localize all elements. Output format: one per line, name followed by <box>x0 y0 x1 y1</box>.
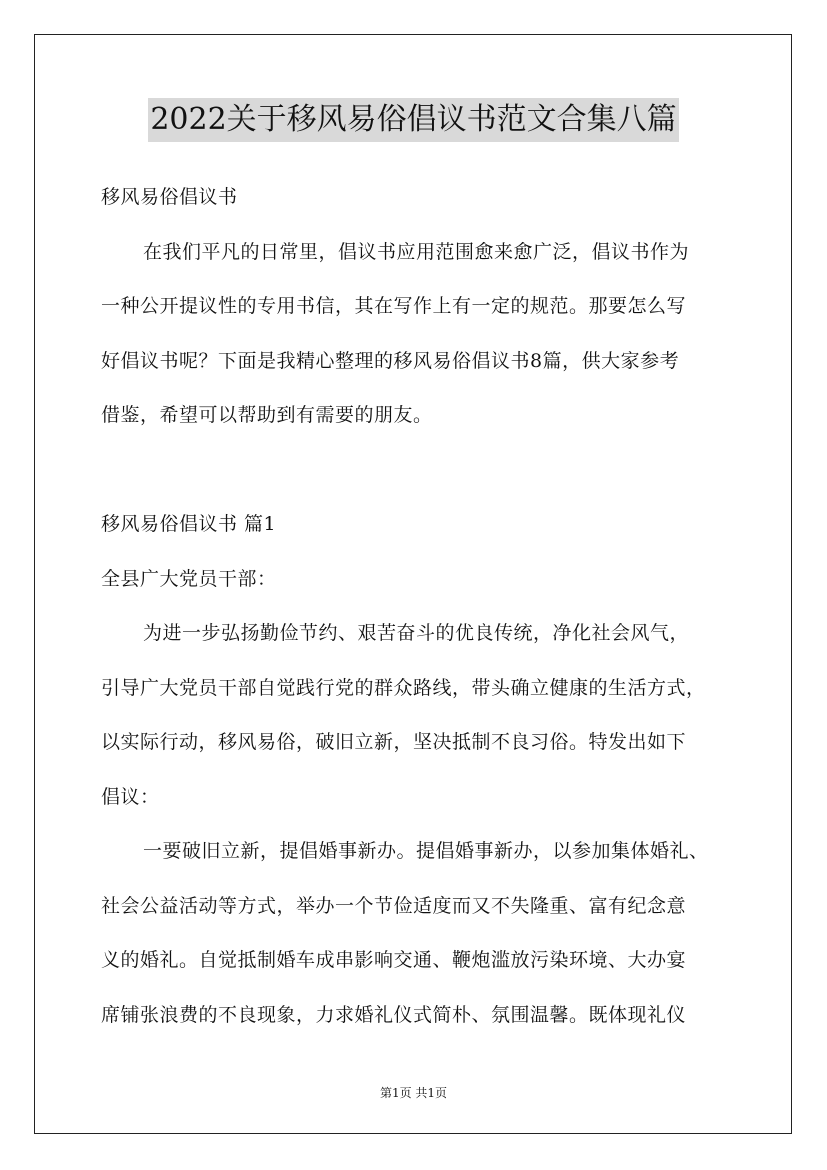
body-line: 移风易俗倡议书 篇1 <box>101 513 277 535</box>
body-line: 引导广大党员干部自觉践行党的群众路线，带头确立健康的生活方式， <box>101 676 706 699</box>
body-line: 在我们平凡的日常里，倡议书应用范围愈来愈广泛，倡议书作为 <box>143 240 690 263</box>
page-footer: 第1页 共1页 <box>379 1086 448 1100</box>
body-line: 好倡议书呢？下面是我精心整理的移风易俗倡议书8篇，供大家参考 <box>101 349 680 372</box>
document-title: 2022关于移风易俗倡议书范文合集八篇 <box>148 98 678 142</box>
body-line: 倡议： <box>101 785 160 808</box>
body-line: 移风易俗倡议书 <box>101 186 238 208</box>
body-line: 全县广大党员干部： <box>101 567 277 590</box>
body-line: 一要破旧立新，提倡婚事新办。提倡婚事新办，以参加集体婚礼、 <box>143 840 709 862</box>
document-body <box>101 170 741 1042</box>
body-line: 社会公益活动等方式，举办一个节俭适度而又不失隆重、富有纪念意 <box>101 894 687 917</box>
body-line: 以实际行动，移风易俗，破旧立新，坚决抵制不良习俗。特发出如下 <box>101 731 687 753</box>
title-container <box>0 98 827 142</box>
body-line: 借鉴，希望可以帮助到有需要的朋友。 <box>101 404 433 426</box>
blank-line <box>101 443 741 498</box>
body-line: 席铺张浪费的不良现象，力求婚礼仪式简朴、氛围温馨。既体现礼仪 <box>101 1003 687 1026</box>
body-line: 一种公开提议性的专用书信，其在写作上有一定的规范。那要怎么写 <box>101 295 687 317</box>
body-line: 义的婚礼。自觉抵制婚车成串影响交通、鞭炮滥放污染环境、大办宴 <box>101 949 687 971</box>
body-line: 为进一步弘扬勤俭节约、艰苦奋斗的优良传统，净化社会风气， <box>143 622 690 644</box>
